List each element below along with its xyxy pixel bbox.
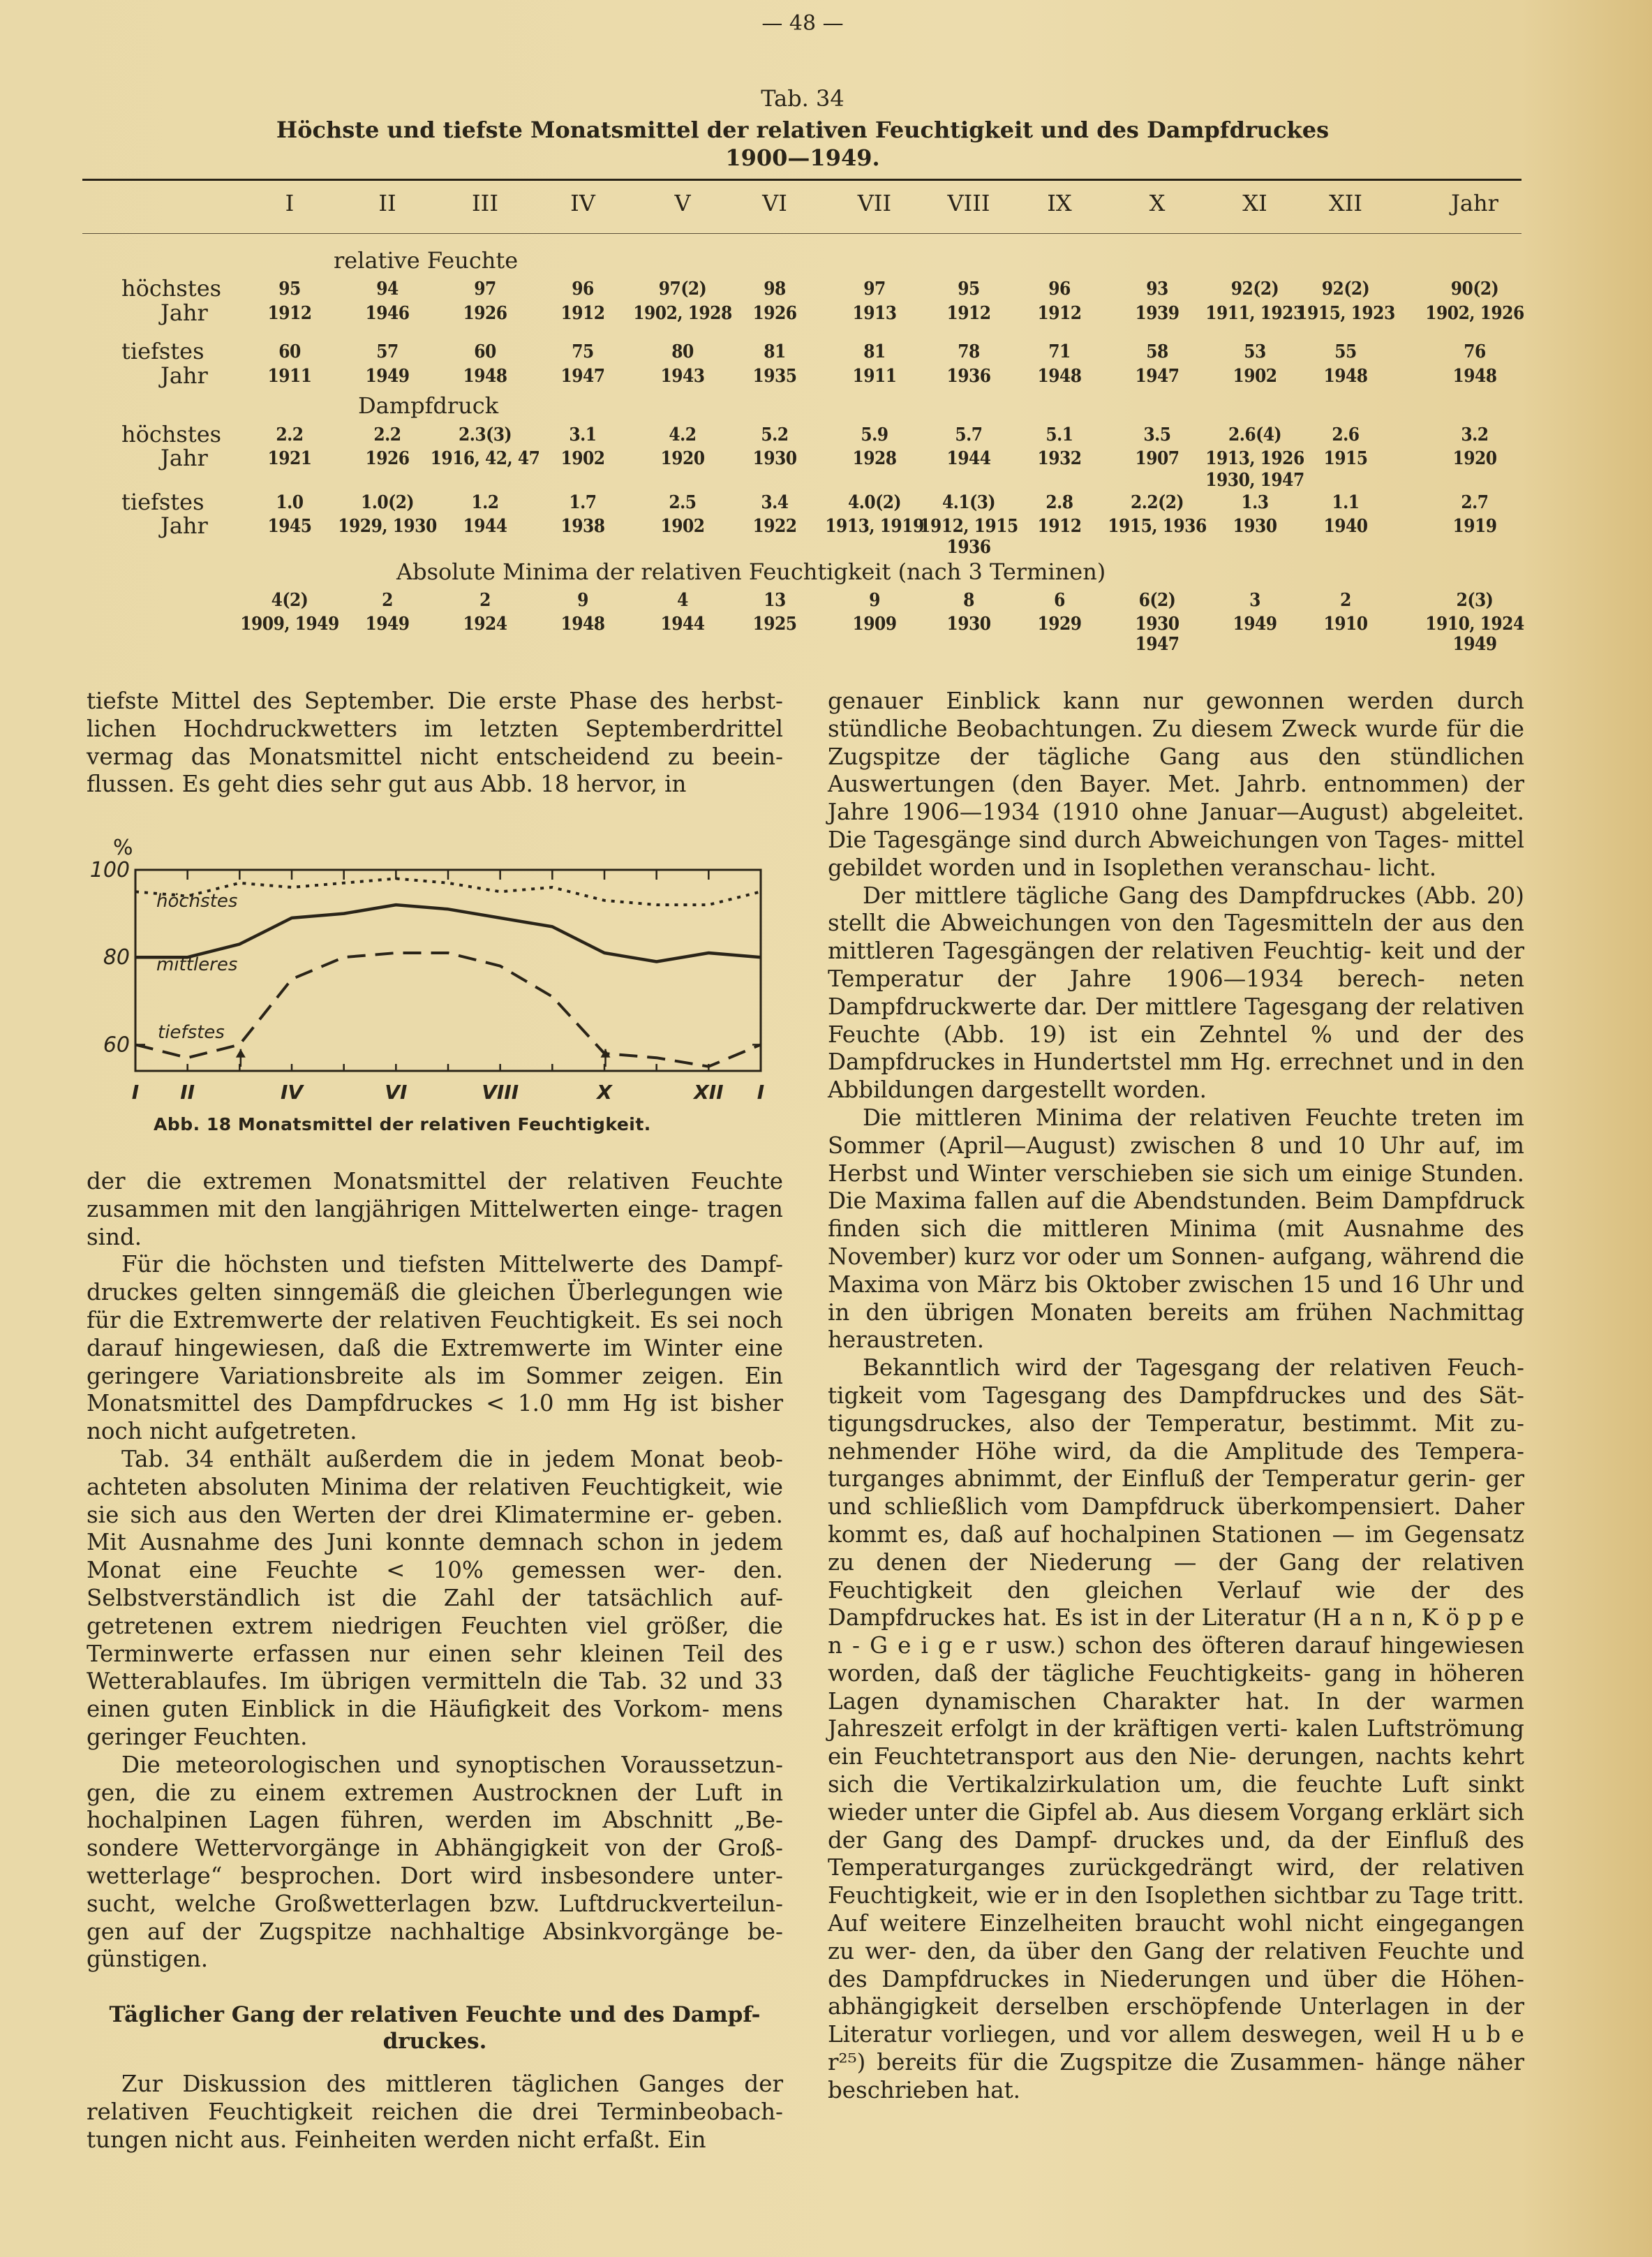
table-cell: 94 — [376, 279, 399, 299]
table-cell: 97(2) — [658, 279, 707, 299]
table-cell: 1912 — [946, 303, 991, 324]
table-cell: 1944 — [463, 516, 507, 537]
table-cell: 1902 — [660, 516, 705, 537]
table-cell: 1909 — [852, 614, 897, 635]
table-cell: 1930 — [1233, 516, 1277, 537]
table-cell: 2.2 — [373, 424, 401, 445]
table-cell: 4.0(2) — [847, 492, 902, 513]
table-title-line-2: 1900—1949. — [725, 145, 880, 171]
table-cell: 1930 — [1135, 614, 1180, 635]
table-cell: 97 — [863, 279, 886, 299]
y-unit-label: % — [113, 836, 133, 860]
table-cell: 1921 — [267, 448, 312, 469]
table-cell: 93 — [1146, 279, 1168, 299]
table-cell: 3.2 — [1461, 424, 1489, 445]
x-tick-label: I — [131, 1081, 140, 1104]
table-cell: 1947 — [1135, 634, 1180, 655]
row-label-dd_tief_jahr: Jahr — [161, 512, 208, 539]
table-cell: 1919 — [1452, 516, 1497, 537]
table-cell: 1949 — [365, 366, 410, 387]
left-column-bottom — [87, 2071, 783, 2154]
table-cell: 4.2 — [669, 424, 697, 445]
table-cell: 2 — [479, 590, 491, 611]
table-header-13: Jahr — [1451, 190, 1498, 216]
table-cell: 75 — [572, 341, 594, 362]
table-cell: 2.6 — [1332, 424, 1360, 445]
paragraph: Bekanntlich wird der Tagesgang der relativen Feuch- tigkeit vom Tagesgang des Dampfdruckes und des Sät- tigungsdruckes, also der Temperatur, bestimmt. Mit zu- nehmender Höhe wird, da die Amplitude des Tempera- turganges abnimmt, der Einfluß der Temperatur gerin- ger und schließlich vom Dampfdruck überkompensiert. Daher kommt es, daß auf hochalpinen Stationen — im Gegensatz zu denen der Niederung — der Gang der relativen Feuchtigkeit den gleichen Verlauf wie der des Dampfdruckes hat. Es ist in der Literatur (H a n n, K ö p p e n - G e i g e r usw.) schon des öfteren darauf hingewiesen worden, daß der tägliche Feuchtigkeits- gang in höheren Lagen dynamischen Charakter hat. In der warmen Jahreszeit erfolgt in der kräftigen verti- kalen Luftströmung ein Feuchtetransport aus den Nie- derungen, nachts kehrt sich die Vertikalzirkulation um, die feuchte Luft sinkt wieder unter die Gipfel ab. Aus diesem Vorgang erklärt sich der Gang des Dampf- druckes und, da der Einfluß des Temperaturganges zurückgedrängt wird, der relativen Feuchtigkeit, wie er in den Isoplethen sichtbar zu Tage tritt. Auf weitere Einzelheiten braucht wohl nicht eingegangen zu wer- den, da über den Gang der relativen Feuchte und des Dampfdruckes in Niederungen und über die Höhen- abhängigkeit derselben erschöpfende Unterlagen in der Literatur vorliegen, und vor allem deswegen, weil H u b e r²⁵) bereits für die Zugspitze die Zusammen- hänge näher beschrieben hat. — [828, 1354, 1524, 2103]
table-cell: 1949 — [1233, 614, 1277, 635]
table-title-line-1: Höchste und tiefste Monatsmittel der relativen Feuchtigkeit und des Dampfdruckes — [276, 117, 1330, 143]
table-cell: 1909, 1949 — [240, 614, 339, 635]
table-cell: 1922 — [752, 516, 797, 537]
table-cell: 1944 — [946, 448, 991, 469]
table-cell: 95 — [958, 279, 980, 299]
table-cell: 9 — [869, 590, 880, 611]
row-label-rel_tief_val: tiefstes — [121, 338, 204, 364]
table-cell: 1948 — [463, 366, 507, 387]
table-cell: 1948 — [1452, 366, 1497, 387]
table-header-6: VI — [762, 190, 787, 216]
table-header-4: IV — [570, 190, 595, 216]
table-cell: 53 — [1244, 341, 1266, 362]
table-cell: 1911 — [267, 366, 312, 387]
table-cell: 6(2) — [1138, 590, 1176, 611]
table-cell: 1.0 — [276, 492, 304, 513]
row-label-rel_hoch_val: höchstes — [121, 275, 222, 302]
table-cell: 92(2) — [1321, 279, 1370, 299]
table-cell: 1948 — [1323, 366, 1368, 387]
table-cell: 1945 — [267, 516, 312, 537]
table-cell: 2.8 — [1045, 492, 1073, 513]
arrow-head — [236, 1049, 246, 1058]
table-cell: 8 — [963, 590, 974, 611]
right-column — [828, 688, 1524, 2105]
table-cell: 1948 — [560, 614, 605, 635]
table-cell: 1936 — [946, 537, 991, 558]
table-cell: 2(3) — [1456, 590, 1494, 611]
table-header-3: III — [472, 190, 498, 216]
table-cell: 1944 — [660, 614, 705, 635]
table-cell: 2 — [1340, 590, 1351, 611]
table-cell: 81 — [863, 341, 886, 362]
y-tick-label: 80 — [103, 945, 130, 970]
table-cell: 98 — [764, 279, 786, 299]
table-header-11: XI — [1242, 190, 1267, 216]
y-tick-label: 100 — [89, 858, 130, 882]
x-tick-label: IV — [280, 1081, 304, 1104]
table-cell: 1.3 — [1241, 492, 1269, 513]
table-cell: 4(2) — [271, 590, 308, 611]
table-cell: 1928 — [852, 448, 897, 469]
row-label-dd_hoch_jahr: Jahr — [161, 445, 208, 471]
table-number: Tab. 34 — [761, 85, 844, 112]
table-cell: 1947 — [1135, 366, 1180, 387]
table-cell: 1.1 — [1332, 492, 1360, 513]
table-cell: 96 — [572, 279, 594, 299]
table-cell: 96 — [1048, 279, 1071, 299]
table-cell: 1902 — [560, 448, 605, 469]
table-cell: 92(2) — [1230, 279, 1279, 299]
table-header-9: IX — [1047, 190, 1072, 216]
table-cell: 90(2) — [1450, 279, 1499, 299]
table-cell: 1947 — [560, 366, 605, 387]
table-cell: 1926 — [365, 448, 410, 469]
table-cell: 1925 — [752, 614, 797, 635]
table-cell: 1.0(2) — [360, 492, 415, 513]
section-dampfdruck: Dampfdruck — [358, 392, 499, 419]
table-cell: 1915 — [1323, 448, 1368, 469]
row-label-rel_hoch_jahr: Jahr — [161, 299, 208, 326]
table-cell: 1910, 1924 — [1425, 614, 1524, 635]
humidity-chart — [89, 831, 782, 1110]
x-tick-label: II — [180, 1081, 195, 1104]
table-cell: 1924 — [463, 614, 507, 635]
table-cell: 1913 — [852, 303, 897, 324]
table-cell: 57 — [376, 341, 399, 362]
section-heading: Täglicher Gang der relativen Feuchte und des Dampf- druckes. — [109, 2002, 761, 2054]
table-cell: 1907 — [1135, 448, 1180, 469]
table-cell: 2.3(3) — [458, 424, 512, 445]
series-label: tiefstes — [158, 1022, 225, 1044]
table-cell: 1912 — [267, 303, 312, 324]
table-cell: 2.6(4) — [1228, 424, 1282, 445]
table-cell: 1946 — [365, 303, 410, 324]
paragraph: der die extremen Monatsmittel der relativen Feuchte zusammen mit den langjährigen Mittelwerten einge- tragen sind. — [87, 1168, 783, 1250]
paragraph: Die meteorologischen und synoptischen Voraussetzun- gen, die zu einem extremen Austrocknen der Luft in hochalpinen Lagen führen, werden im Abschnitt „Be- sondere Wettervorgänge in Abhängigkeit von der Groß- wetterlage“ besprochen. Dort wird insbesondere unter- sucht, welche Großwetterlagen bzw. Luftdruckverteilun- gen auf der Zugspitze nachhaltige Absinkvorgänge be- günstigen. — [87, 1751, 783, 1973]
table-cell: 58 — [1146, 341, 1168, 362]
table-cell: 1.2 — [471, 492, 499, 513]
table-cell: 2.2(2) — [1130, 492, 1184, 513]
x-tick-label: VIII — [482, 1081, 519, 1104]
table-cell: 13 — [764, 590, 786, 611]
table-cell: 80 — [671, 341, 694, 362]
paragraph: Der mittlere tägliche Gang des Dampfdruckes (Abb. 20) stellt die Abweichungen von den Tagesmitteln der aus den mittleren Tagesgängen der relativen Feuchtig- keit und der Temperatur der Jahre 1906—1934 berech- neten Dampfdruckwerte dar. Der mittlere Tagesgang der relativen Feuchte (Abb. 19) ist ein Zehntel % und der des Dampfdruckes in Hundertstel mm Hg. errechnet und in den Abbildungen dargestellt worden. — [828, 882, 1524, 1104]
table-cell: 1920 — [1452, 448, 1497, 469]
table-cell: 1920 — [660, 448, 705, 469]
table-cell: 1926 — [463, 303, 507, 324]
table-header-10: X — [1149, 190, 1166, 216]
page-number: — 48 — — [761, 11, 844, 36]
table-cell: 4.1(3) — [942, 492, 996, 513]
table-cell: 1913, 1926 — [1205, 448, 1304, 469]
table-cell: 60 — [278, 341, 301, 362]
series-label: höchstes — [156, 891, 238, 912]
table-cell: 1916, 42, 47 — [430, 448, 540, 469]
paragraph: Zur Diskussion des mittleren täglichen Ganges der relativen Feuchtigkeit reichen die drei Terminbeobach- tungen nicht aus. Feinheiten werden nicht erfaßt. Ein — [87, 2071, 783, 2153]
table-title — [0, 116, 1605, 172]
table-cell: 1930, 1947 — [1205, 470, 1304, 491]
table-cell: 2.7 — [1461, 492, 1489, 513]
table-cell: 71 — [1048, 341, 1071, 362]
figure-caption: Abb. 18 Monatsmittel der relativen Feuchtigkeit. — [154, 1114, 651, 1134]
x-tick-label: VI — [385, 1081, 408, 1104]
table-cell: 1935 — [752, 366, 797, 387]
table-header-rule — [82, 233, 1521, 234]
table-cell: 2 — [382, 590, 393, 611]
section-relative-feuchte: relative Feuchte — [334, 247, 519, 274]
table-cell: 1949 — [365, 614, 410, 635]
table-header-12: XII — [1328, 190, 1363, 216]
table-cell: 5.9 — [861, 424, 888, 445]
table-top-rule — [82, 179, 1521, 181]
paragraph: Tab. 34 enthält außerdem die in jedem Monat beob- achteten absoluten Minima der relativen Feuchtigkeit, wie sie sich aus den Werten der drei Klimatermine er- geben. Mit Ausnahme des Juni konnte demnach schon in jedem Monat eine Feuchte < 10% gemessen wer- den. Selbstverständlich ist die Zahl der tatsächlich auf- getretenen extrem niedrigen Feuchten viel größer, die Terminwerte erfassen nur einen sehr kleinen Teil des Wetterablaufes. Im übrigen vermitteln die Tab. 32 und 33 einen guten Einblick in die Häufigkeit des Vorkom- mens geringer Feuchten. — [87, 1445, 783, 1750]
table-header-7: VII — [857, 190, 892, 216]
table-cell: 2.2 — [276, 424, 304, 445]
table-cell: 1940 — [1323, 516, 1368, 537]
table-cell: 1948 — [1037, 366, 1082, 387]
table-cell: 1930 — [752, 448, 797, 469]
table-cell: 1936 — [946, 366, 991, 387]
paragraph: Für die höchsten und tiefsten Mittelwerte des Dampf- druckes gelten sinngemäß die gleichen Überlegungen wie für die Extremwerte der relativen Feuchtigkeit. Es sei noch darauf hingewiesen, daß die Extremwerte im Winter eine geringere Variationsbreite als im Sommer zeigen. Ein Monatsmittel des Dampfdruckes < 1.0 mm Hg ist bisher noch nicht aufgetreten. — [87, 1251, 783, 1445]
table-header-2: II — [378, 190, 396, 216]
table-cell: 1910 — [1323, 614, 1368, 635]
table-cell: 9 — [577, 590, 588, 611]
table-cell: 3.1 — [569, 424, 597, 445]
table-cell: 1915, 1936 — [1108, 516, 1207, 537]
table-cell: 1938 — [560, 516, 605, 537]
table-cell: 1939 — [1135, 303, 1180, 324]
left-column-middle — [87, 1168, 783, 1974]
y-tick-label: 60 — [103, 1033, 130, 1058]
table-cell: 3.4 — [761, 492, 789, 513]
table-cell: 5.2 — [761, 424, 789, 445]
table-cell: 81 — [764, 341, 786, 362]
table-cell: 1930 — [946, 614, 991, 635]
table-cell: 78 — [958, 341, 980, 362]
table-cell: 6 — [1054, 590, 1065, 611]
paragraph: Die mittleren Minima der relativen Feuchte treten im Sommer (April—August) zwischen 8 und 10 Uhr auf, im Herbst und Winter verschieben sie sich um einige Stunden. Die Maxima fallen auf die Abendstunden. Beim Dampfdruck finden sich die mittleren Minima (mit Ausnahme des November) kurz vor oder um Sonnen- aufgang, während die Maxima von März bis Oktober zwischen 15 und 16 Uhr und in den übrigen Monaten bereits am frühen Nachmittag heraustreten. — [828, 1104, 1524, 1354]
table-cell: 1932 — [1037, 448, 1082, 469]
table-cell: 1949 — [1452, 634, 1497, 655]
table-cell: 1912 — [1037, 303, 1082, 324]
section-absolute-minima: Absolute Minima der relativen Feuchtigkeit (nach 3 Terminen) — [396, 558, 1106, 585]
table-cell: 1902 — [1233, 366, 1277, 387]
table-cell: 1943 — [660, 366, 705, 387]
paragraph: tiefste Mittel des September. Die erste Phase des herbst- lichen Hochdruckwetters im letzten Septemberdrittel vermag das Monatsmittel nicht entscheidend zu beein- flussen. Es geht dies sehr gut aus Abb. 18 hervor, in — [87, 688, 783, 798]
table-cell: 1911 — [852, 366, 897, 387]
table-cell: 1929 — [1037, 614, 1082, 635]
table-cell: 1912 — [1037, 516, 1082, 537]
table-cell: 1912 — [560, 303, 605, 324]
left-heading-block — [87, 2001, 783, 2055]
x-tick-label: I — [757, 1081, 765, 1104]
table-cell: 76 — [1464, 341, 1486, 362]
row-label-dd_tief_val: tiefstes — [121, 489, 204, 515]
table-header-1: I — [285, 190, 295, 216]
table-cell: 1915, 1923 — [1296, 303, 1395, 324]
table-cell: 3.5 — [1143, 424, 1171, 445]
table-cell: 3 — [1249, 590, 1260, 611]
row-label-rel_tief_jahr: Jahr — [161, 362, 208, 389]
table-cell: 2.5 — [669, 492, 697, 513]
table-cell: 1902, 1928 — [633, 303, 732, 324]
paragraph: genauer Einblick kann nur gewonnen werden durch stündliche Beobachtungen. Zu diesem Zweck wurde für die Zugspitze der tägliche Gang aus den stündlichen Auswertungen (den Bayer. Met. Jahrb. entnommen) der Jahre 1906—1934 (1910 ohne Januar—August) abgeleitet. Die Tagesgänge sind durch Abweichungen von Tages- mittel gebildet worden und in Isoplethen veranschau- licht. — [828, 688, 1524, 881]
table-cell: 1912, 1915 — [919, 516, 1018, 537]
table-cell: 1.7 — [569, 492, 597, 513]
x-tick-label: XII — [694, 1081, 724, 1104]
table-cell: 95 — [278, 279, 301, 299]
row-label-dd_hoch_val: höchstes — [121, 421, 222, 447]
table-cell: 1929, 1930 — [338, 516, 437, 537]
series-label: mittleres — [156, 954, 238, 975]
table-cell: 60 — [474, 341, 496, 362]
table-cell: 1911, 1923 — [1205, 303, 1304, 324]
table-cell: 1913, 1919 — [825, 516, 924, 537]
table-header-8: VIII — [947, 190, 990, 216]
table-cell: 1926 — [752, 303, 797, 324]
table-cell: 5.1 — [1045, 424, 1073, 445]
table-cell: 55 — [1334, 341, 1357, 362]
table-cell: 4 — [677, 590, 688, 611]
table-cell: 1902, 1926 — [1425, 303, 1524, 324]
table-cell: 5.7 — [955, 424, 983, 445]
x-tick-label: X — [597, 1081, 612, 1104]
left-column-top — [87, 688, 783, 799]
table-cell: 97 — [474, 279, 496, 299]
table-header-5: V — [674, 190, 691, 216]
